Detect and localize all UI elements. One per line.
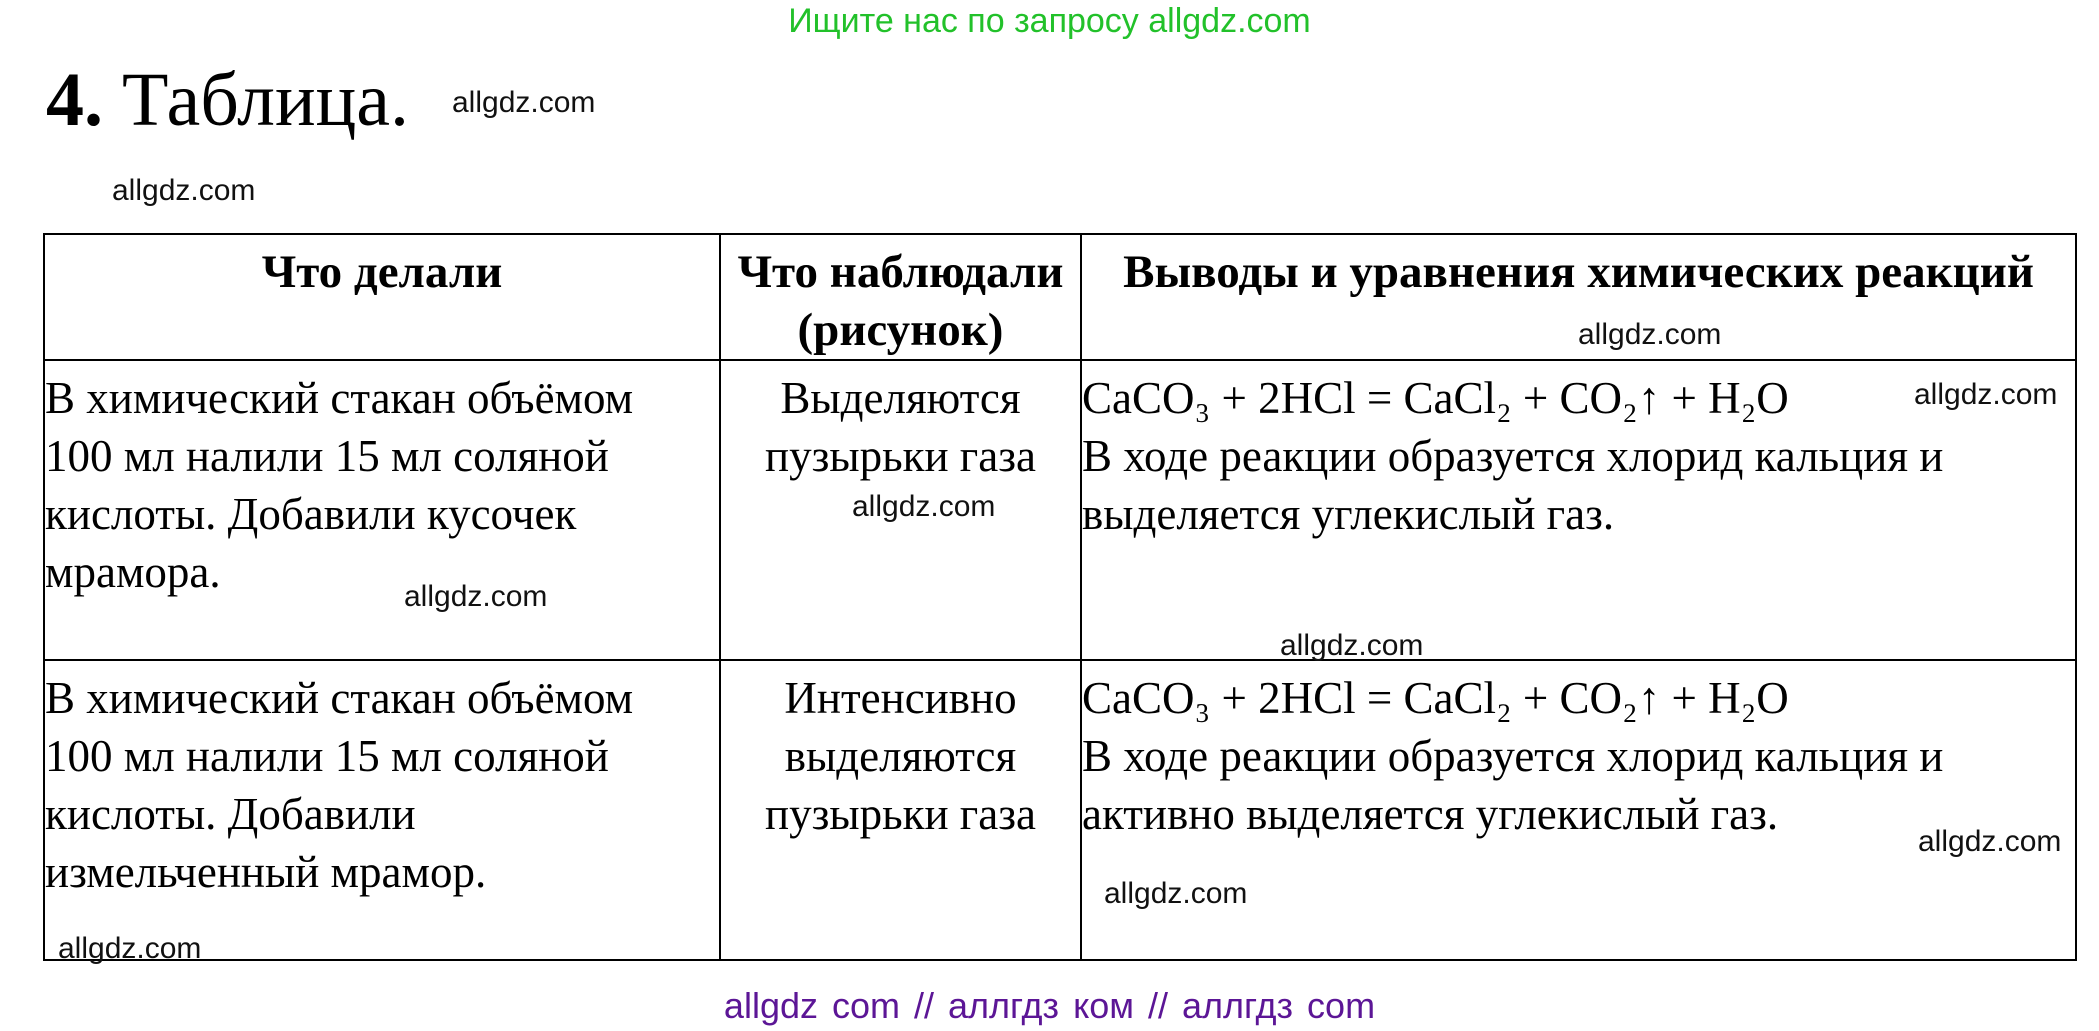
table-row [44,660,2076,960]
cell-observed [720,660,1081,960]
watermark: allgdz.com [404,580,548,613]
text-line: 100 мл налили 15 мл соляной [45,731,609,781]
text-line: Выделяются [780,373,1021,423]
cell-did [44,360,720,660]
top-banner: Ищите нас по запросу allgdz.com [788,2,1311,40]
watermark: allgdz.com [1578,318,1722,351]
table-row [44,360,2076,660]
text-line: кислоты. Добавили [45,789,416,839]
cell-conclusion [1081,660,2076,960]
watermark: allgdz.com [1918,825,2062,858]
text-line: мрамора. [45,547,221,597]
text-line: Интенсивно [784,673,1017,723]
text-line: пузырьки газа [765,789,1036,839]
text-line: В химический стакан объёмом [45,373,634,423]
text-line: измельченный мрамор. [45,847,487,897]
text-line: пузырьки газа [765,431,1036,481]
text-line: активно выделяется углекислый газ. [1082,789,1779,839]
text-line: В химический стакан объёмом [45,673,634,723]
title-text: Таблица. [122,58,410,142]
text-line: В ходе реакции образуется хлорид кальция и [1082,431,1944,481]
text-line: В ходе реакции образуется хлорид кальция и [1082,731,1944,781]
bottom-banner: allgdz com // аллгдз ком // аллгдз com [723,985,1376,1026]
header-what-did: Что делали [44,234,720,360]
text-line: 100 мл налили 15 мл соляной [45,431,609,481]
watermark: allgdz.com [852,490,996,523]
header-what-observed: Что наблюдали (рисунок) [720,234,1081,360]
reaction-equation: CaCO₃ + 2HCl = CaCl₂ + CO₂↑ + H₂O [1082,673,1789,723]
cell-did [44,660,720,960]
header-conclusions: Выводы и уравнения химических реакций [1081,234,2076,360]
task-number: 4. [46,58,103,142]
watermark: allgdz.com [1104,877,1248,910]
watermark: allgdz.com [1280,629,1424,662]
watermark: allgdz.com [1914,378,2058,411]
watermark: allgdz.com [112,174,256,207]
watermark: allgdz.com [452,86,596,119]
results-table [43,233,2077,961]
text-line: выделяются [784,731,1017,781]
text-line: кислоты. Добавили кусочек [45,489,577,539]
page-title [46,58,410,142]
reaction-equation: CaCO₃ + 2HCl = CaCl₂ + CO₂↑ + H₂O [1082,373,1789,423]
watermark: allgdz.com [58,932,202,965]
table-header-row [44,234,2076,360]
text-line: выделяется углекислый газ. [1082,489,1615,539]
